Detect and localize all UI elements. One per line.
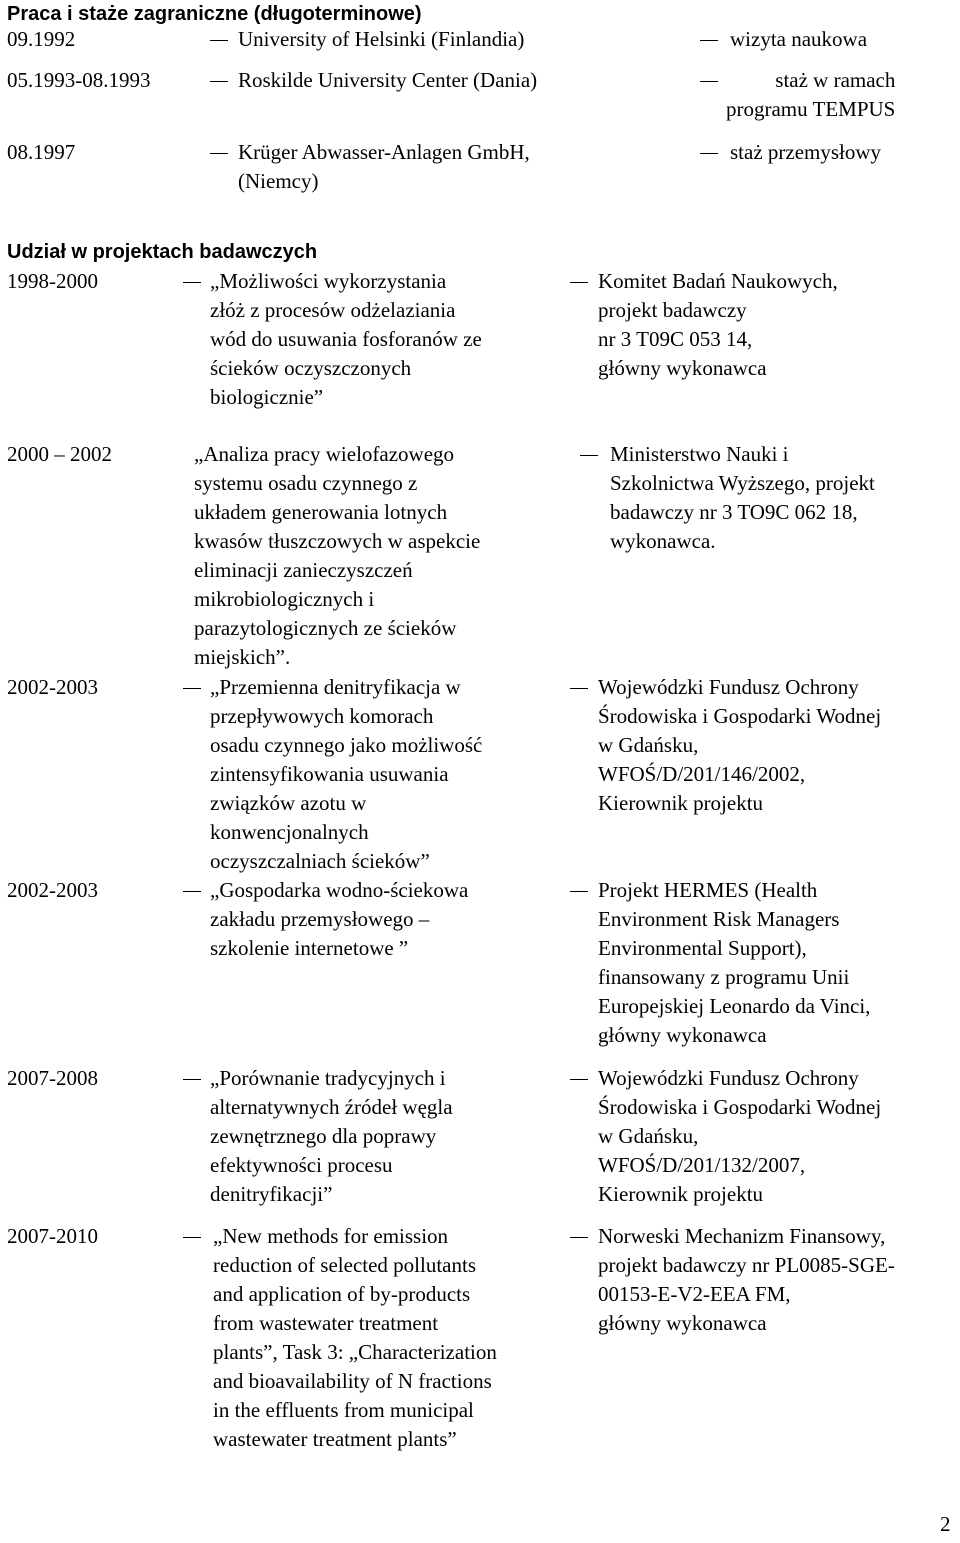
project-info: Norweski Mechanizm Finansowy, projekt badawczy nr PL0085-SGE- 00153-E-V2-EEA FM, główny wykonawca [598, 1224, 895, 1335]
section-heading-foreign-work: Praca i staże zagraniczne (długoterminowe) [7, 3, 422, 25]
section-heading-research-projects: Udział w projektach badawczych [7, 241, 318, 263]
row-date: 09.1992 [7, 27, 76, 51]
dash-separator [183, 1079, 201, 1080]
project-title: „Porównanie tradycyjnych i alternatywnych źródeł węgla zewnętrznego dla poprawy efektywności procesu denitryfikacji” [210, 1066, 453, 1206]
project-title: „Gospodarka wodno-ściekowa zakładu przemysłowego – szkolenie internetowe ” [210, 878, 469, 960]
project-title: „Możliwości wykorzystania złóż z procesów odżelaziania wód do usuwania fosforanów ze ścieków oczyszczonych biologicznie” [210, 269, 482, 409]
dash-separator [183, 688, 201, 689]
dash-separator [210, 40, 228, 41]
dash-separator [570, 891, 588, 892]
row-place: University of Helsinki (Finlandia) [238, 27, 525, 51]
project-title: „New methods for emission reduction of selected pollutants and application of by-products from wastewater treatment plants”, Task 3: „Characterization and bioavailability of N fractions in the effluents from municipal wastewater treatment plants” [213, 1224, 497, 1451]
row-type: staż przemysłowy [730, 140, 882, 164]
dash-separator [570, 688, 588, 689]
project-info: Wojewódzki Fundusz Ochrony Środowiska i Gospodarki Wodnej w Gdańsku, WFOŚ/D/201/132/2007, Kierownik projektu [598, 1066, 882, 1206]
row-place: Krüger Abwasser-Anlagen GmbH, (Niemcy) [238, 140, 530, 193]
dash-separator [580, 455, 598, 456]
dash-separator [183, 282, 201, 283]
project-date: 2007-2010 [7, 1224, 98, 1248]
dash-separator [570, 1079, 588, 1080]
dash-separator [700, 40, 718, 41]
row-date: 05.1993-08.1993 [7, 68, 151, 92]
row-type: staż w ramach programu TEMPUS [726, 68, 896, 121]
project-info: Ministerstwo Nauki i Szkolnictwa Wyższego, projekt badawczy nr 3 TO9C 062 18, wykonawca. [610, 442, 875, 553]
dash-separator [700, 81, 718, 82]
project-date: 1998-2000 [7, 269, 98, 293]
dash-separator [700, 153, 718, 154]
project-date: 2002-2003 [7, 878, 98, 902]
project-date: 2000 – 2002 [7, 442, 112, 466]
project-info: Wojewódzki Fundusz Ochrony Środowiska i Gospodarki Wodnej w Gdańsku, WFOŚ/D/201/146/2002, Kierownik projektu [598, 675, 882, 815]
row-date: 08.1997 [7, 140, 76, 164]
dash-separator [183, 1237, 201, 1238]
project-title: „Przemienna denitryfikacja w przepływowych komorach osadu czynnego jako możliwość zintensyfikowania usuwania związków azotu w konwencjonalnych oczyszczalniach ścieków” [210, 675, 483, 873]
project-info: Komitet Badań Naukowych, projekt badawczy nr 3 T09C 053 14, główny wykonawca [598, 269, 838, 380]
row-place: Roskilde University Center (Dania) [238, 68, 538, 92]
dash-separator [570, 1237, 588, 1238]
dash-separator [183, 891, 201, 892]
dash-separator [210, 153, 228, 154]
project-info: Projekt HERMES (Health Environment Risk Managers Environmental Support), finansowany z programu Unii Europejskiej Leonardo da Vinci, główny wykonawca [598, 878, 871, 1047]
project-date: 2002-2003 [7, 675, 98, 699]
project-title: „Analiza pracy wielofazowego systemu osadu czynnego z układem generowania lotnych kwasów tłuszczowych w aspekcie eliminacji zanieczyszczeń mikrobiologicznych i parazytologicznych ze ścieków miejskich”. [194, 442, 481, 669]
page-number: 2 [940, 1512, 951, 1536]
project-date: 2007-2008 [7, 1066, 98, 1090]
dash-separator [210, 81, 228, 82]
row-type: wizyta naukowa [730, 27, 868, 51]
dash-separator [570, 282, 588, 283]
